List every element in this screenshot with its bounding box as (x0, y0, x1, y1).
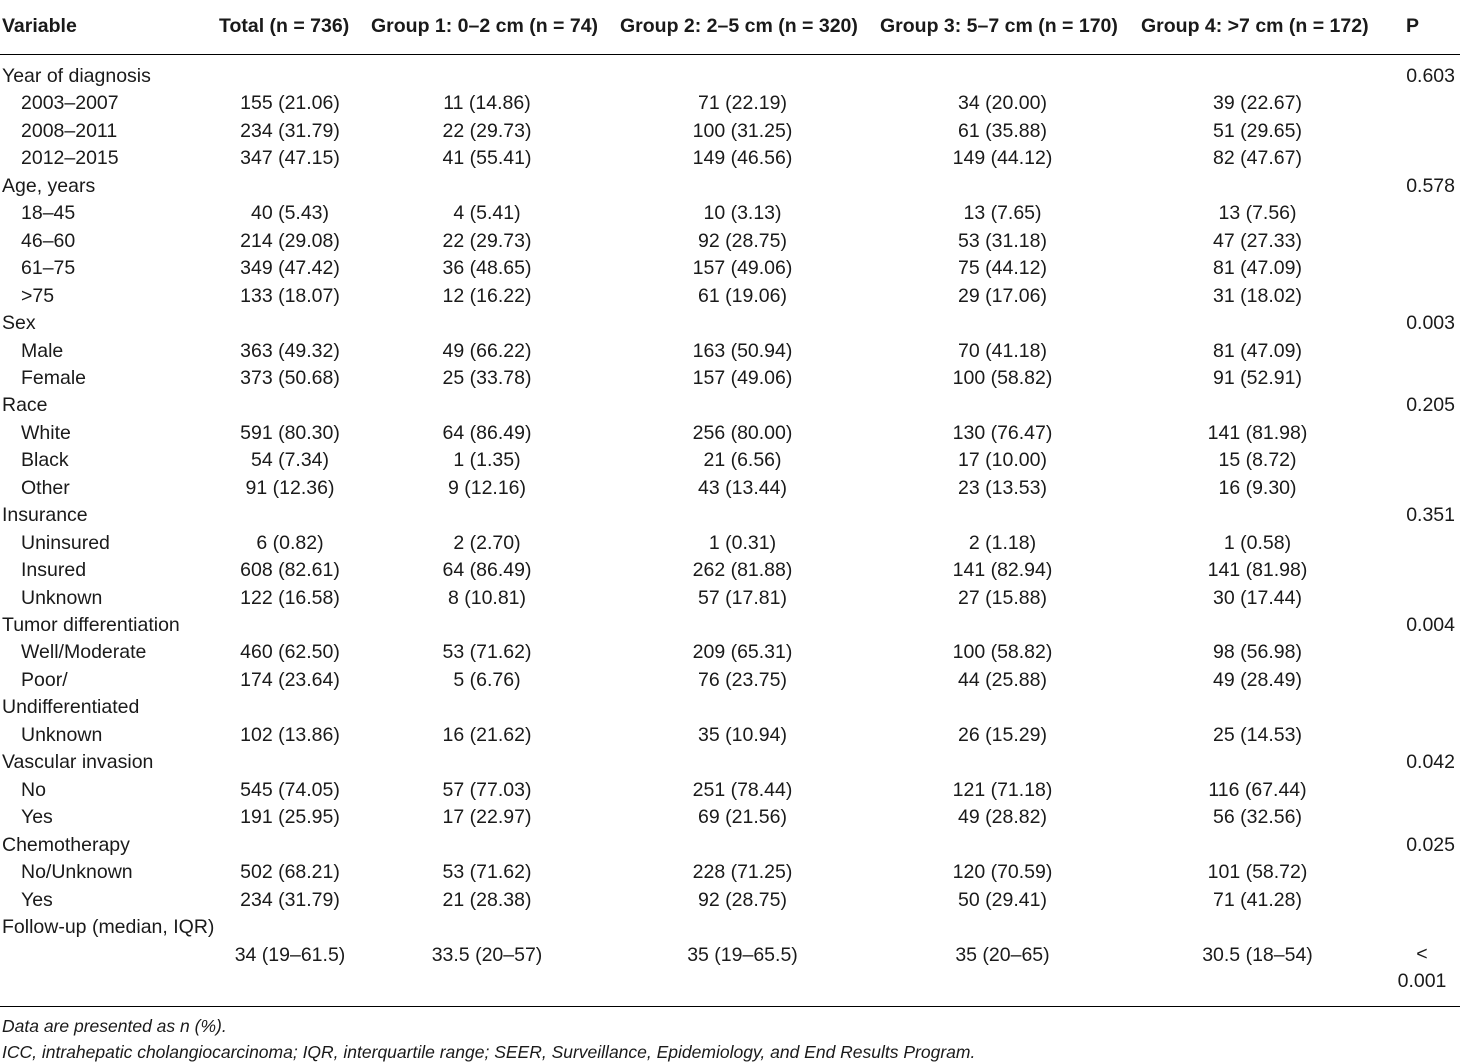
cell-group1: 57 (77.03) (442, 778, 532, 801)
table-row (0, 419, 1460, 447)
cell-total: 155 (21.06) (240, 92, 340, 115)
cell-group2: 57 (17.81) (698, 586, 787, 609)
cell-group3: 121 (71.18) (952, 778, 1053, 801)
cell-group1: 21 (28.38) (442, 888, 532, 911)
cell-group1: 5 (6.76) (453, 668, 521, 691)
table-row (0, 803, 1460, 831)
cell-group4: 98 (56.98) (1213, 641, 1302, 664)
cell-followup-group1: 33.5 (20–57) (431, 944, 543, 966)
cell-group4: 49 (28.49) (1213, 668, 1302, 691)
row-label: No/Unknown (21, 861, 133, 884)
row-label: Tumor differentiation (2, 614, 180, 636)
table-section-row (0, 913, 1460, 941)
cell-group2: 92 (28.75) (698, 229, 787, 252)
header-rule (0, 54, 1460, 55)
cell-group3: 70 (41.18) (958, 339, 1047, 362)
cell-total: 122 (16.58) (240, 586, 340, 609)
table-section-row (0, 748, 1460, 776)
cell-group1: 64 (86.49) (442, 559, 532, 582)
cell-total: 214 (29.08) (240, 229, 340, 252)
cell-group3: 13 (7.65) (963, 202, 1042, 225)
cell-group1: 2 (2.70) (453, 531, 521, 554)
header-p: P (1405, 15, 1419, 37)
cell-total: 347 (47.15) (240, 147, 340, 170)
cell-group4: 1 (0.58) (1223, 531, 1292, 554)
cell-group2: 209 (65.31) (692, 641, 793, 664)
cell-group4: 25 (14.53) (1213, 723, 1302, 746)
row-label: Undifferentiated (2, 696, 140, 719)
cell-group4: 30 (17.44) (1213, 586, 1302, 609)
table-row (0, 666, 1460, 694)
row-label: Insured (21, 559, 87, 582)
header-group1: Group 1: 0–2 cm (n = 74) (371, 15, 599, 37)
cell-total: 174 (23.64) (240, 668, 340, 691)
cell-followup-total: 34 (19–61.5) (234, 944, 346, 966)
row-label: Chemotherapy (2, 833, 130, 856)
cell-group4: 81 (47.09) (1213, 257, 1302, 280)
table-row (0, 776, 1460, 804)
row-label: Well/Moderate (21, 641, 147, 664)
table-row (0, 337, 1460, 365)
cell-group4: 82 (47.67) (1213, 147, 1302, 170)
cell-total: 545 (74.05) (240, 778, 340, 801)
cell-total: 54 (7.34) (250, 449, 330, 472)
cell-group2: 10 (3.13) (703, 202, 782, 225)
p-less-than: < (1416, 943, 1428, 965)
cell-group4: 31 (18.02) (1213, 284, 1302, 307)
row-label: Age, years (2, 174, 96, 197)
cell-group1: 22 (29.73) (442, 229, 532, 252)
cell-group1: 1 (1.35) (453, 449, 521, 472)
cell-group4: 101 (58.72) (1207, 861, 1308, 884)
cell-total: 6 (0.82) (256, 531, 324, 554)
cell-total: 591 (80.30) (240, 421, 340, 444)
table-section-row (0, 391, 1460, 419)
cell-group1: 17 (22.97) (442, 806, 532, 829)
cell-group3: 130 (76.47) (952, 421, 1053, 444)
cell-group1: 41 (55.41) (442, 147, 532, 170)
cell-group3: 53 (31.18) (958, 229, 1047, 252)
cell-group4: 15 (8.72) (1218, 449, 1297, 472)
cell-group4: 71 (41.28) (1213, 888, 1302, 911)
cell-group1: 9 (12.16) (447, 476, 527, 499)
cell-group2: 61 (19.06) (698, 284, 787, 307)
table-row (0, 474, 1460, 502)
cell-group4: 141 (81.98) (1207, 421, 1308, 444)
row-label: 46–60 (21, 229, 76, 252)
cell-group3: 23 (13.53) (958, 476, 1047, 499)
p-value: 0.001 (1397, 970, 1447, 992)
table-row (0, 227, 1460, 255)
cell-total: 40 (5.43) (250, 202, 330, 225)
cell-p-value: 0.205 (1406, 394, 1455, 417)
cell-group2: 251 (78.44) (692, 778, 793, 801)
cell-group2: 149 (46.56) (692, 147, 793, 170)
row-label: >75 (21, 284, 55, 307)
cell-group2: 100 (31.25) (692, 119, 793, 142)
cell-followup-group4: 30.5 (18–54) (1202, 944, 1313, 966)
cell-group4: 39 (22.67) (1213, 92, 1302, 115)
cell-p-value: 0.351 (1406, 504, 1455, 527)
cell-p-value: 0.042 (1406, 751, 1455, 774)
row-label: Yes (21, 806, 53, 829)
cell-group3: 149 (44.12) (952, 147, 1053, 170)
cell-followup-group2: 35 (19–65.5) (687, 944, 798, 966)
cell-p-value: 0.603 (1406, 65, 1455, 87)
cell-followup-group3: 35 (20–65) (955, 944, 1050, 966)
cell-group1: 12 (16.22) (442, 284, 532, 307)
table-row (0, 556, 1460, 584)
cell-group2: 157 (49.06) (692, 366, 793, 389)
cell-followup-p (1390, 941, 1454, 995)
table-row (0, 721, 1460, 749)
cell-group2: 157 (49.06) (692, 257, 793, 280)
cell-group3: 50 (29.41) (958, 888, 1047, 911)
row-label: Black (21, 449, 69, 472)
cell-p-value: 0.578 (1406, 174, 1455, 197)
table-section-row (0, 611, 1460, 639)
table-section-row (0, 831, 1460, 859)
cell-group4: 56 (32.56) (1213, 806, 1302, 829)
cell-group3: 34 (20.00) (958, 92, 1047, 115)
table-row (0, 446, 1460, 474)
row-label: Follow-up (median, IQR) (2, 915, 215, 938)
cell-group1: 53 (71.62) (442, 641, 532, 664)
cell-group2: 92 (28.75) (698, 888, 787, 911)
cell-group2: 228 (71.25) (692, 861, 793, 884)
cell-group2: 43 (13.44) (698, 476, 787, 499)
cell-group4: 47 (27.33) (1213, 229, 1302, 252)
table-row (0, 886, 1460, 914)
cell-total: 373 (50.68) (240, 366, 340, 389)
cell-group3: 61 (35.88) (958, 119, 1047, 142)
table-row (0, 117, 1460, 145)
cell-group3: 17 (10.00) (958, 449, 1047, 472)
cell-total: 91 (12.36) (245, 476, 335, 499)
cell-group1: 16 (21.62) (442, 723, 532, 746)
cell-group1: 8 (10.81) (447, 586, 527, 609)
row-label: White (21, 421, 71, 444)
cell-group1: 49 (66.22) (442, 339, 532, 362)
cell-group4: 81 (47.09) (1213, 339, 1302, 362)
cell-group3: 44 (25.88) (958, 668, 1047, 691)
table-section-row (0, 309, 1460, 337)
cell-group4: 116 (67.44) (1208, 778, 1307, 801)
table-row (0, 858, 1460, 886)
table-row (0, 144, 1460, 172)
table-row (0, 282, 1460, 310)
cell-group2: 35 (10.94) (698, 723, 787, 746)
row-label: Poor/ (21, 668, 68, 691)
table-section-row (0, 501, 1460, 529)
cell-group3: 141 (82.94) (952, 559, 1053, 582)
table-section-row (0, 693, 1460, 721)
header-group3: Group 3: 5–7 cm (n = 170) (880, 15, 1118, 37)
cell-group2: 71 (22.19) (698, 92, 787, 115)
row-label: Yes (21, 888, 53, 911)
cell-group1: 53 (71.62) (442, 861, 532, 884)
row-label: Female (21, 366, 87, 389)
cell-group4: 13 (7.56) (1218, 202, 1297, 225)
table-header (0, 12, 1460, 40)
cell-group1: 4 (5.41) (453, 202, 521, 225)
header-group4: Group 4: >7 cm (n = 172) (1141, 15, 1369, 37)
cell-group1: 11 (14.86) (443, 92, 531, 115)
table-section-row (0, 172, 1460, 200)
table-row (0, 584, 1460, 612)
table-row (0, 364, 1460, 392)
row-label: 2008–2011 (21, 119, 118, 142)
cell-total: 234 (31.79) (240, 119, 340, 142)
cell-total: 502 (68.21) (240, 861, 340, 884)
cell-group2: 76 (23.75) (698, 668, 787, 691)
cell-total: 608 (82.61) (240, 559, 340, 582)
cell-total: 102 (13.86) (240, 723, 340, 746)
cell-group2: 256 (80.00) (692, 421, 793, 444)
cell-group4: 51 (29.65) (1213, 119, 1302, 142)
cell-group1: 22 (29.73) (442, 119, 532, 142)
header-total: Total (n = 736) (219, 15, 350, 37)
cell-group2: 69 (21.56) (698, 806, 787, 829)
cell-group4: 91 (52.91) (1213, 366, 1302, 389)
row-label: Vascular invasion (2, 751, 154, 774)
cell-group2: 1 (0.31) (708, 531, 777, 554)
row-label: Insurance (2, 504, 88, 527)
cell-group4: 141 (81.98) (1207, 559, 1308, 582)
cell-total: 133 (18.07) (240, 284, 340, 307)
cell-p-value: 0.003 (1406, 312, 1455, 335)
table-row (0, 254, 1460, 282)
bottom-rule (0, 1006, 1460, 1007)
cell-group1: 64 (86.49) (442, 421, 532, 444)
row-label: Unknown (21, 723, 103, 746)
footnote-abbreviations: ICC, intrahepatic cholangiocarcinoma; IQR, interquartile range; SEER, Surveillance, Epidemiology, and End Results Program. (2, 1042, 976, 1062)
row-label: Sex (2, 312, 36, 335)
cell-group3: 100 (58.82) (952, 366, 1053, 389)
cell-total: 234 (31.79) (240, 888, 340, 911)
row-label: 18–45 (21, 202, 76, 225)
cell-group3: 100 (58.82) (952, 641, 1053, 664)
table-row (0, 529, 1460, 557)
row-label: 2012–2015 (21, 147, 119, 170)
cell-group3: 75 (44.12) (958, 257, 1047, 280)
cell-p-value: 0.025 (1406, 833, 1455, 856)
cell-group1: 36 (48.65) (442, 257, 532, 280)
cell-group4: 16 (9.30) (1218, 476, 1297, 499)
row-label: Male (21, 339, 64, 362)
row-label: Race (2, 394, 48, 417)
row-label: Other (21, 476, 70, 499)
cell-total: 349 (47.42) (240, 257, 340, 280)
row-label: 61–75 (21, 257, 76, 280)
row-label: Uninsured (21, 531, 110, 554)
cell-group3: 2 (1.18) (968, 531, 1037, 554)
row-label: 2003–2007 (21, 92, 119, 115)
cell-group2: 21 (6.56) (703, 449, 782, 472)
cell-total: 191 (25.95) (240, 806, 340, 829)
row-label: Unknown (21, 586, 103, 609)
cell-total: 460 (62.50) (240, 641, 340, 664)
cell-group3: 49 (28.82) (958, 806, 1047, 829)
table-row (0, 638, 1460, 666)
table-row-followup-values (0, 941, 1460, 969)
cell-p-value: 0.004 (1406, 614, 1455, 636)
cell-group3: 26 (15.29) (958, 723, 1047, 746)
table-row (0, 199, 1460, 227)
cell-group2: 262 (81.88) (692, 559, 793, 582)
header-group2: Group 2: 2–5 cm (n = 320) (620, 15, 858, 37)
cell-group2: 163 (50.94) (692, 339, 793, 362)
row-label: Year of diagnosis (2, 65, 151, 87)
cell-group3: 27 (15.88) (958, 586, 1047, 609)
cell-group3: 29 (17.06) (958, 284, 1047, 307)
header-variable: Variable (2, 15, 77, 37)
cell-group3: 120 (70.59) (952, 861, 1053, 884)
table-section-row (0, 62, 1460, 90)
row-label: No (21, 778, 46, 801)
table-row (0, 89, 1460, 117)
cell-group1: 25 (33.78) (442, 366, 532, 389)
cell-total: 363 (49.32) (240, 339, 340, 362)
footnote-data-format: Data are presented as n (%). (2, 1016, 227, 1036)
